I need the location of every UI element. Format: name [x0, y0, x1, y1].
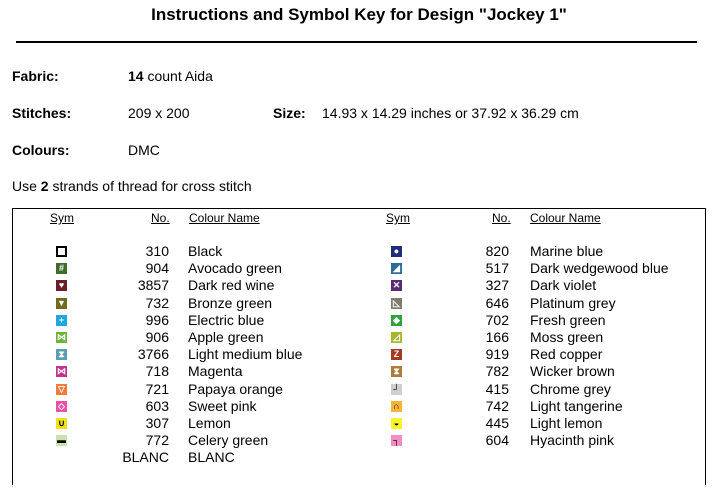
- colour-name: Moss green: [530, 329, 604, 345]
- use-post: strands of thread for cross stitch: [48, 178, 252, 194]
- strand-count: 2: [40, 178, 49, 194]
- dmc-number: 603: [145, 398, 169, 414]
- colour-name: Apple green: [188, 329, 264, 345]
- key-row: [0, 329, 718, 346]
- size-value: 14.93 x 14.29 inches or 37.92 x 36.29 cm: [322, 105, 579, 121]
- dmc-number: 782: [485, 363, 509, 379]
- circle-icon: ●: [391, 246, 402, 257]
- key-row: [0, 312, 718, 329]
- page-title: Instructions and Symbol Key for Design "Jockey 1": [151, 5, 567, 24]
- fabric-count: 14: [128, 68, 144, 84]
- colour-name: Electric blue: [188, 312, 265, 328]
- triangle-corner-icon: ◿: [391, 332, 402, 343]
- dmc-number: 996: [145, 312, 169, 328]
- dmc-number: 3766: [137, 346, 169, 362]
- dmc-number: 820: [485, 243, 509, 259]
- key-row: [0, 260, 718, 277]
- dmc-number: 517: [485, 260, 509, 276]
- bowtie-icon: ⋈: [57, 366, 66, 376]
- colour-name: Hyacinth pink: [530, 432, 615, 448]
- dmc-number: 415: [485, 381, 509, 397]
- key-row: [0, 398, 718, 415]
- fabric-value: [128, 68, 213, 84]
- dmc-number: 445: [485, 415, 509, 431]
- dmc-number: 310: [145, 243, 169, 259]
- header-sym-left: Sym: [50, 211, 74, 225]
- colour-name: Bronze green: [188, 295, 273, 311]
- dmc-number: 732: [145, 295, 169, 311]
- corner-bracket-icon: ┐: [391, 435, 402, 446]
- dmc-number: BLANC: [122, 449, 169, 465]
- colour-name: Dark wedgewood blue: [530, 260, 669, 276]
- colour-name: Chrome grey: [530, 381, 611, 397]
- colour-name: Magenta: [188, 363, 243, 379]
- key-row: [0, 381, 718, 398]
- stitches-label: Stitches:: [12, 105, 72, 121]
- bar-icon: ▬: [57, 435, 66, 445]
- colour-name: Lemon: [188, 415, 231, 431]
- cup-icon: ∪: [56, 418, 67, 429]
- dmc-number: 327: [485, 277, 509, 293]
- corner-triangle-icon: ◢: [391, 263, 402, 274]
- x-icon: ✕: [392, 280, 401, 290]
- bowtie-icon: ⋈: [57, 332, 66, 342]
- key-row: [0, 243, 718, 260]
- colour-name: Papaya orange: [188, 381, 283, 397]
- dmc-number: 166: [485, 329, 509, 345]
- dmc-number: 604: [485, 432, 509, 448]
- colour-name: Platinum grey: [530, 295, 616, 311]
- corner-icon: ◺: [391, 298, 402, 309]
- diamond-filled-icon: ◆: [391, 315, 402, 326]
- key-row: [0, 449, 718, 466]
- fabric-type: count Aida: [143, 68, 213, 84]
- thread-instruction: [12, 178, 252, 194]
- dmc-number: 919: [485, 346, 509, 362]
- colour-name: Celery green: [188, 432, 269, 448]
- colour-name: Fresh green: [530, 312, 606, 328]
- colour-name: Avocado green: [188, 260, 282, 276]
- header-name-left: Colour Name: [189, 211, 260, 225]
- triangle-outline-icon: ▽: [56, 384, 67, 395]
- colours-label: Colours:: [12, 142, 70, 158]
- plus-icon: +: [56, 315, 67, 326]
- colour-name: Dark violet: [530, 277, 597, 293]
- fabric-label: Fabric:: [12, 68, 59, 84]
- corner-bracket-icon: ┘: [391, 384, 402, 395]
- colour-name: Marine blue: [530, 243, 604, 259]
- arch-icon: ∩: [391, 401, 402, 412]
- colour-name: Light lemon: [530, 415, 603, 431]
- header-no-right: No.: [492, 211, 511, 225]
- heart-icon: ♥: [56, 280, 67, 291]
- colour-name: Red copper: [530, 346, 603, 362]
- half-circle-icon: ◒: [391, 418, 402, 429]
- hourglass-icon: ⧗: [56, 349, 67, 360]
- key-row: [0, 415, 718, 432]
- key-row: [0, 277, 718, 294]
- dmc-number: 702: [485, 312, 509, 328]
- colour-name: Light tangerine: [530, 398, 623, 414]
- dmc-number: 772: [145, 432, 169, 448]
- header-sym-right: Sym: [386, 211, 410, 225]
- colours-value: DMC: [128, 142, 160, 158]
- header-no-left: No.: [151, 211, 170, 225]
- dmc-number: 906: [145, 329, 169, 345]
- key-row: [0, 363, 718, 380]
- colour-name: Sweet pink: [188, 398, 257, 414]
- title-underline: [16, 41, 697, 43]
- dmc-number: 3857: [137, 277, 169, 293]
- z-icon: Z: [391, 349, 402, 360]
- dmc-number: 904: [145, 260, 169, 276]
- header-name-right: Colour Name: [530, 211, 601, 225]
- dmc-number: 307: [145, 415, 169, 431]
- use-pre: Use: [12, 178, 41, 194]
- size-label: Size:: [273, 105, 306, 121]
- dmc-number: 742: [485, 398, 509, 414]
- diamond-icon: ◇: [56, 401, 67, 412]
- colour-name: Light medium blue: [188, 346, 303, 362]
- dmc-number: 718: [145, 363, 169, 379]
- hash-icon: #: [56, 263, 67, 274]
- stitches-value: 209 x 200: [128, 105, 190, 121]
- hourglass-icon: ⧗: [391, 366, 402, 377]
- colour-name: Dark red wine: [188, 277, 275, 293]
- key-row: [0, 346, 718, 363]
- colour-name: BLANC: [188, 449, 235, 465]
- key-row: [0, 295, 718, 312]
- triangle-down-icon: ▼: [57, 298, 66, 308]
- colour-name: Black: [188, 243, 223, 259]
- key-row: [0, 432, 718, 449]
- dmc-number: 646: [485, 295, 509, 311]
- colour-name: Wicker brown: [530, 363, 615, 379]
- blank-icon: [56, 452, 67, 463]
- dmc-number: 721: [145, 381, 169, 397]
